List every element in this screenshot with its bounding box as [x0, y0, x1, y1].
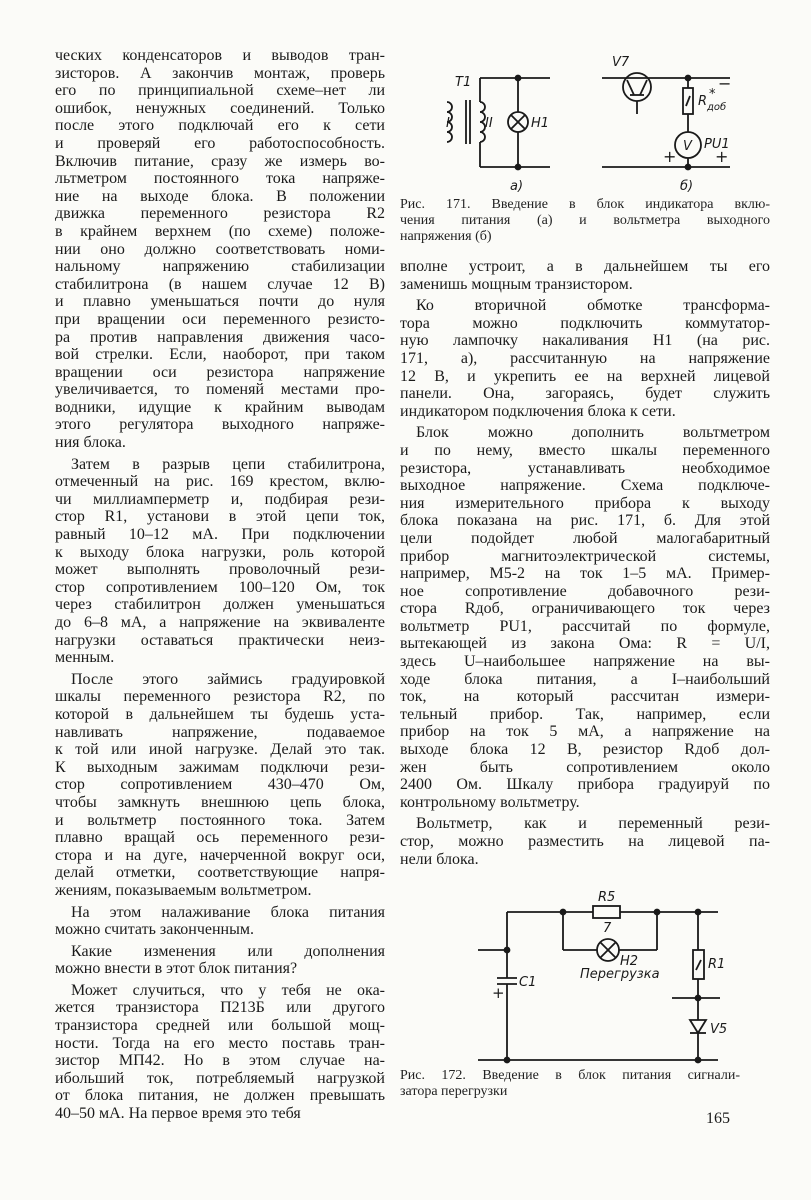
caption-line: напряжения (б) [400, 229, 492, 244]
figure-171b-schematic [602, 55, 731, 194]
label-t1: T1 [455, 75, 472, 90]
text-line: чи миллиамперметр и, подбирая рези- [55, 490, 385, 508]
text-line: На этом налаживание блока питания [71, 903, 385, 921]
text-line: Может случиться, что у тебя не ока- [71, 981, 385, 999]
text-line: плавно вращай ось переменного рези- [55, 829, 385, 847]
label-winding-1: I [446, 116, 450, 131]
caption-line: Рис. 172. Введение в блок питания сигнали- [400, 1068, 740, 1083]
text-line: После этого займись градуировкой [71, 670, 385, 688]
label-a: а) [510, 179, 524, 194]
label-h2: H2 [620, 954, 639, 969]
caption-line: Рис. 171. Введение в блок индикатора вклю- [400, 197, 770, 212]
text-line: тора можно подключить коммутатор- [400, 314, 770, 332]
text-line: равный 10–12 мА. При подключении [55, 526, 385, 544]
text-line: вольтметр PU1, рассчитай по формуле, [400, 617, 770, 635]
text-line: ние на выходе блока. В положении [55, 187, 385, 205]
text-line: например, М5-2 на ток 1–5 мА. Пример- [400, 565, 770, 583]
text-line: менным. [55, 649, 115, 667]
text-line: Вольтметр, как и переменный рези- [416, 815, 770, 833]
text-line: и плавно уменьшаться почти до нуля [55, 293, 385, 311]
text-line: жениям, показываемым вольтметром. [55, 881, 312, 899]
text-line: нели блока. [400, 850, 479, 868]
label-c1: C1 [519, 975, 537, 990]
text-line: ток, на который рассчитан измери- [400, 688, 770, 706]
label-pu1: PU1 [704, 137, 730, 152]
text-line: движка переменного резистора R2 [55, 205, 385, 223]
text-line: ра против направления движения часо- [55, 328, 385, 346]
label-overload: Перегрузка [580, 967, 660, 982]
label-plus-1: + [663, 147, 677, 166]
text-line: в крайнем верхнем (по схеме) положе- [55, 222, 385, 240]
text-line: льтметром постоянного тока напряже- [55, 170, 385, 188]
label-r5: R5 [598, 890, 616, 905]
label-winding-2: II [485, 116, 493, 131]
text-line: Ко вторичной обмотке трансформа- [416, 297, 770, 315]
text-line: стора и на дуге, начерченной вокруг оси, [55, 846, 385, 864]
text-line: прибор на ток 5 мА, а напряжение на [400, 723, 770, 741]
label-r1: R1 [708, 957, 726, 972]
text-line: нии оно должно соответствовать номи- [55, 240, 385, 258]
text-line: ходе блока питания, а I–наибольший [400, 670, 770, 688]
text-line: вращении оси резистора напряжение [55, 363, 385, 381]
text-line: увеличивается, то поменяй местами про- [55, 381, 385, 399]
resistor-r5-icon [593, 906, 620, 918]
text-line: стор сопротивлением 430–470 Ом, [55, 776, 385, 794]
text-line: ния измерительного прибора к выходу [400, 494, 770, 512]
text-line: можно внести в этот блок питания? [55, 960, 298, 978]
lamp-h1-icon [508, 112, 528, 132]
text-line: контрольному вольтметру. [400, 793, 580, 811]
text-line: выходе блока 12 В, резистор Rдоб дол- [400, 741, 770, 759]
label-rdob-sub: доб [707, 102, 727, 113]
label-plus-2: + [715, 147, 729, 166]
text-line: зисторов. А закончив монтаж, проверь [55, 64, 385, 82]
text-line: тельный прибор. Так, например, если [400, 705, 770, 723]
text-line: стор сопротивлением 100–120 Ом, ток [55, 578, 385, 596]
text-line: стабилитрона (в нашем случае 12 В) [55, 275, 385, 293]
text-line: чтобы замкнуть внешнюю цепь блока, [55, 793, 385, 811]
text-line: может выполнять проволочный рези- [55, 561, 385, 579]
text-line: после этого подключай его к сети [55, 117, 385, 135]
text-line: Включив питание, сразу же измерь во- [55, 152, 385, 170]
text-line: можно считать законченным. [55, 921, 254, 939]
text-line: стор, можно разместить на лицевой па- [400, 833, 770, 850]
text-line: 171, а), рассчитанную на напряжение [400, 349, 770, 367]
text-line: нальному напряжению стабилизации [55, 258, 385, 276]
text-line: шкалы переменного резистора R2, по [55, 688, 385, 706]
text-line: ную лампочку накаливания Н1 (на рис. [400, 332, 770, 350]
page-number: 165 [706, 1110, 730, 1127]
label-plus: + [492, 984, 505, 1002]
text-line: и вольтметр постоянного тока. Затем [55, 811, 385, 829]
text-line: зистор МП42. Но в этом случае на- [55, 1052, 385, 1070]
text-line: стора Rдоб, ограничивающего ток через [400, 600, 770, 618]
label-b: б) [680, 179, 694, 194]
lamp-h2-icon [597, 939, 619, 961]
text-line: Затем в разрыв цепи стабилитрона, [71, 455, 385, 473]
text-line: ния блока. [55, 434, 126, 452]
label-7: 7 [603, 921, 612, 936]
text-line: через стабилитрон должен уменьшаться [55, 596, 385, 614]
label-v5: V5 [710, 1022, 728, 1037]
caption-line: затора перегрузки [400, 1084, 508, 1099]
text-line: которой в дальнейшем ты будешь уста- [55, 705, 385, 723]
text-line: ошибок, ненужных соединений. Только [55, 99, 385, 117]
text-line: этого регулятора выходного напряже- [55, 416, 385, 434]
text-line: цели подойдет любой малогабаритный [400, 529, 770, 547]
caption-line: чения питания (а) и вольтметра выходного [400, 213, 770, 228]
text-line: выходное напряжение. Схема подключе- [400, 477, 770, 495]
text-line: вытекающей из закона Ома: R = U/I, [400, 635, 770, 653]
text-line: панели. Она, загораясь, будет служить [400, 385, 770, 403]
text-line: и по нему, вместо шкалы переменного [400, 441, 770, 459]
text-line: вполне устроит, а в дальнейшем ты его [400, 258, 770, 275]
label-star: * [709, 87, 716, 102]
text-line: Какие изменения или дополнения [71, 942, 385, 960]
text-line: при вращении оси переменного резисто- [55, 310, 385, 328]
text-line: стор R1, установи в этой цепи ток, [55, 508, 385, 526]
text-line: 40–50 мА. На первое время это тебя [55, 1105, 301, 1123]
text-line: навливать напряжение, подаваемое [55, 723, 385, 741]
text-line: ное сопротивление добавочного рези- [400, 582, 770, 600]
text-line: отмеченный на рис. 169 крестом, вклю- [55, 473, 385, 491]
text-line: нагрузки оставаться практически неиз- [55, 631, 385, 649]
text-line: здесь U–наибольшее напряжение на вы- [400, 653, 770, 671]
text-line: К выходным зажимам подключи рези- [55, 758, 385, 776]
text-line: делай отметки, соответствующие напря- [55, 864, 385, 882]
text-line: и проверяй его работоспособность. [55, 134, 385, 152]
text-line: ибольший ток, потребляемый нагрузкой [55, 1069, 385, 1087]
label-rdob: R [698, 94, 708, 109]
text-line: жен быть сопротивлением около [400, 758, 770, 776]
text-line: к той или иной нагрузке. Делай это так. [55, 741, 385, 759]
label-minus: − [718, 74, 732, 93]
text-line: блока показана на рис. 171, б. Для этой [400, 512, 770, 530]
text-line: заменишь мощным транзистором. [400, 275, 633, 293]
text-line: жется транзистора П213Б или другого [55, 999, 385, 1017]
text-line: ности. Тогда на его место поставь тран- [55, 1034, 385, 1052]
transistor-v7-icon [623, 73, 651, 114]
text-line: ческих конденсаторов и выводов тран- [55, 47, 385, 64]
text-line: от блока питания, не должен превышать [55, 1087, 385, 1105]
text-line: прибор магнитоэлектрической системы, [400, 547, 770, 565]
text-line: 12 В, и укрепить ее на верхней лицевой [400, 367, 770, 385]
text-line: Блок можно дополнить вольтметром [416, 424, 770, 442]
text-line: его по принципиальной схеме–нет ли [55, 82, 385, 100]
label-h1: H1 [531, 116, 550, 131]
zener-v5-icon [690, 1020, 706, 1033]
label-v7: V7 [612, 55, 630, 70]
text-line: вой стрелки. Если, наоборот, при таком [55, 346, 385, 364]
text-line: к выходу блока нагрузки, роль которой [55, 543, 385, 561]
text-line: транзистора средней или большой мощ- [55, 1017, 385, 1035]
text-line: 2400 Ом. Шкалу прибора градуируй по [400, 776, 770, 794]
label-v: V [683, 139, 692, 154]
figure-171a-schematic [446, 75, 550, 194]
figure-172-schematic [478, 890, 727, 1063]
text-line: до 6–8 мА, а напряжение на эквиваленте [55, 614, 385, 631]
text-line: индикатором подключения блока к сети. [400, 402, 676, 420]
text-line: резистора, устанавливать необходимое [400, 459, 770, 477]
text-line: водники, идущие к крайним выводам [55, 398, 385, 416]
